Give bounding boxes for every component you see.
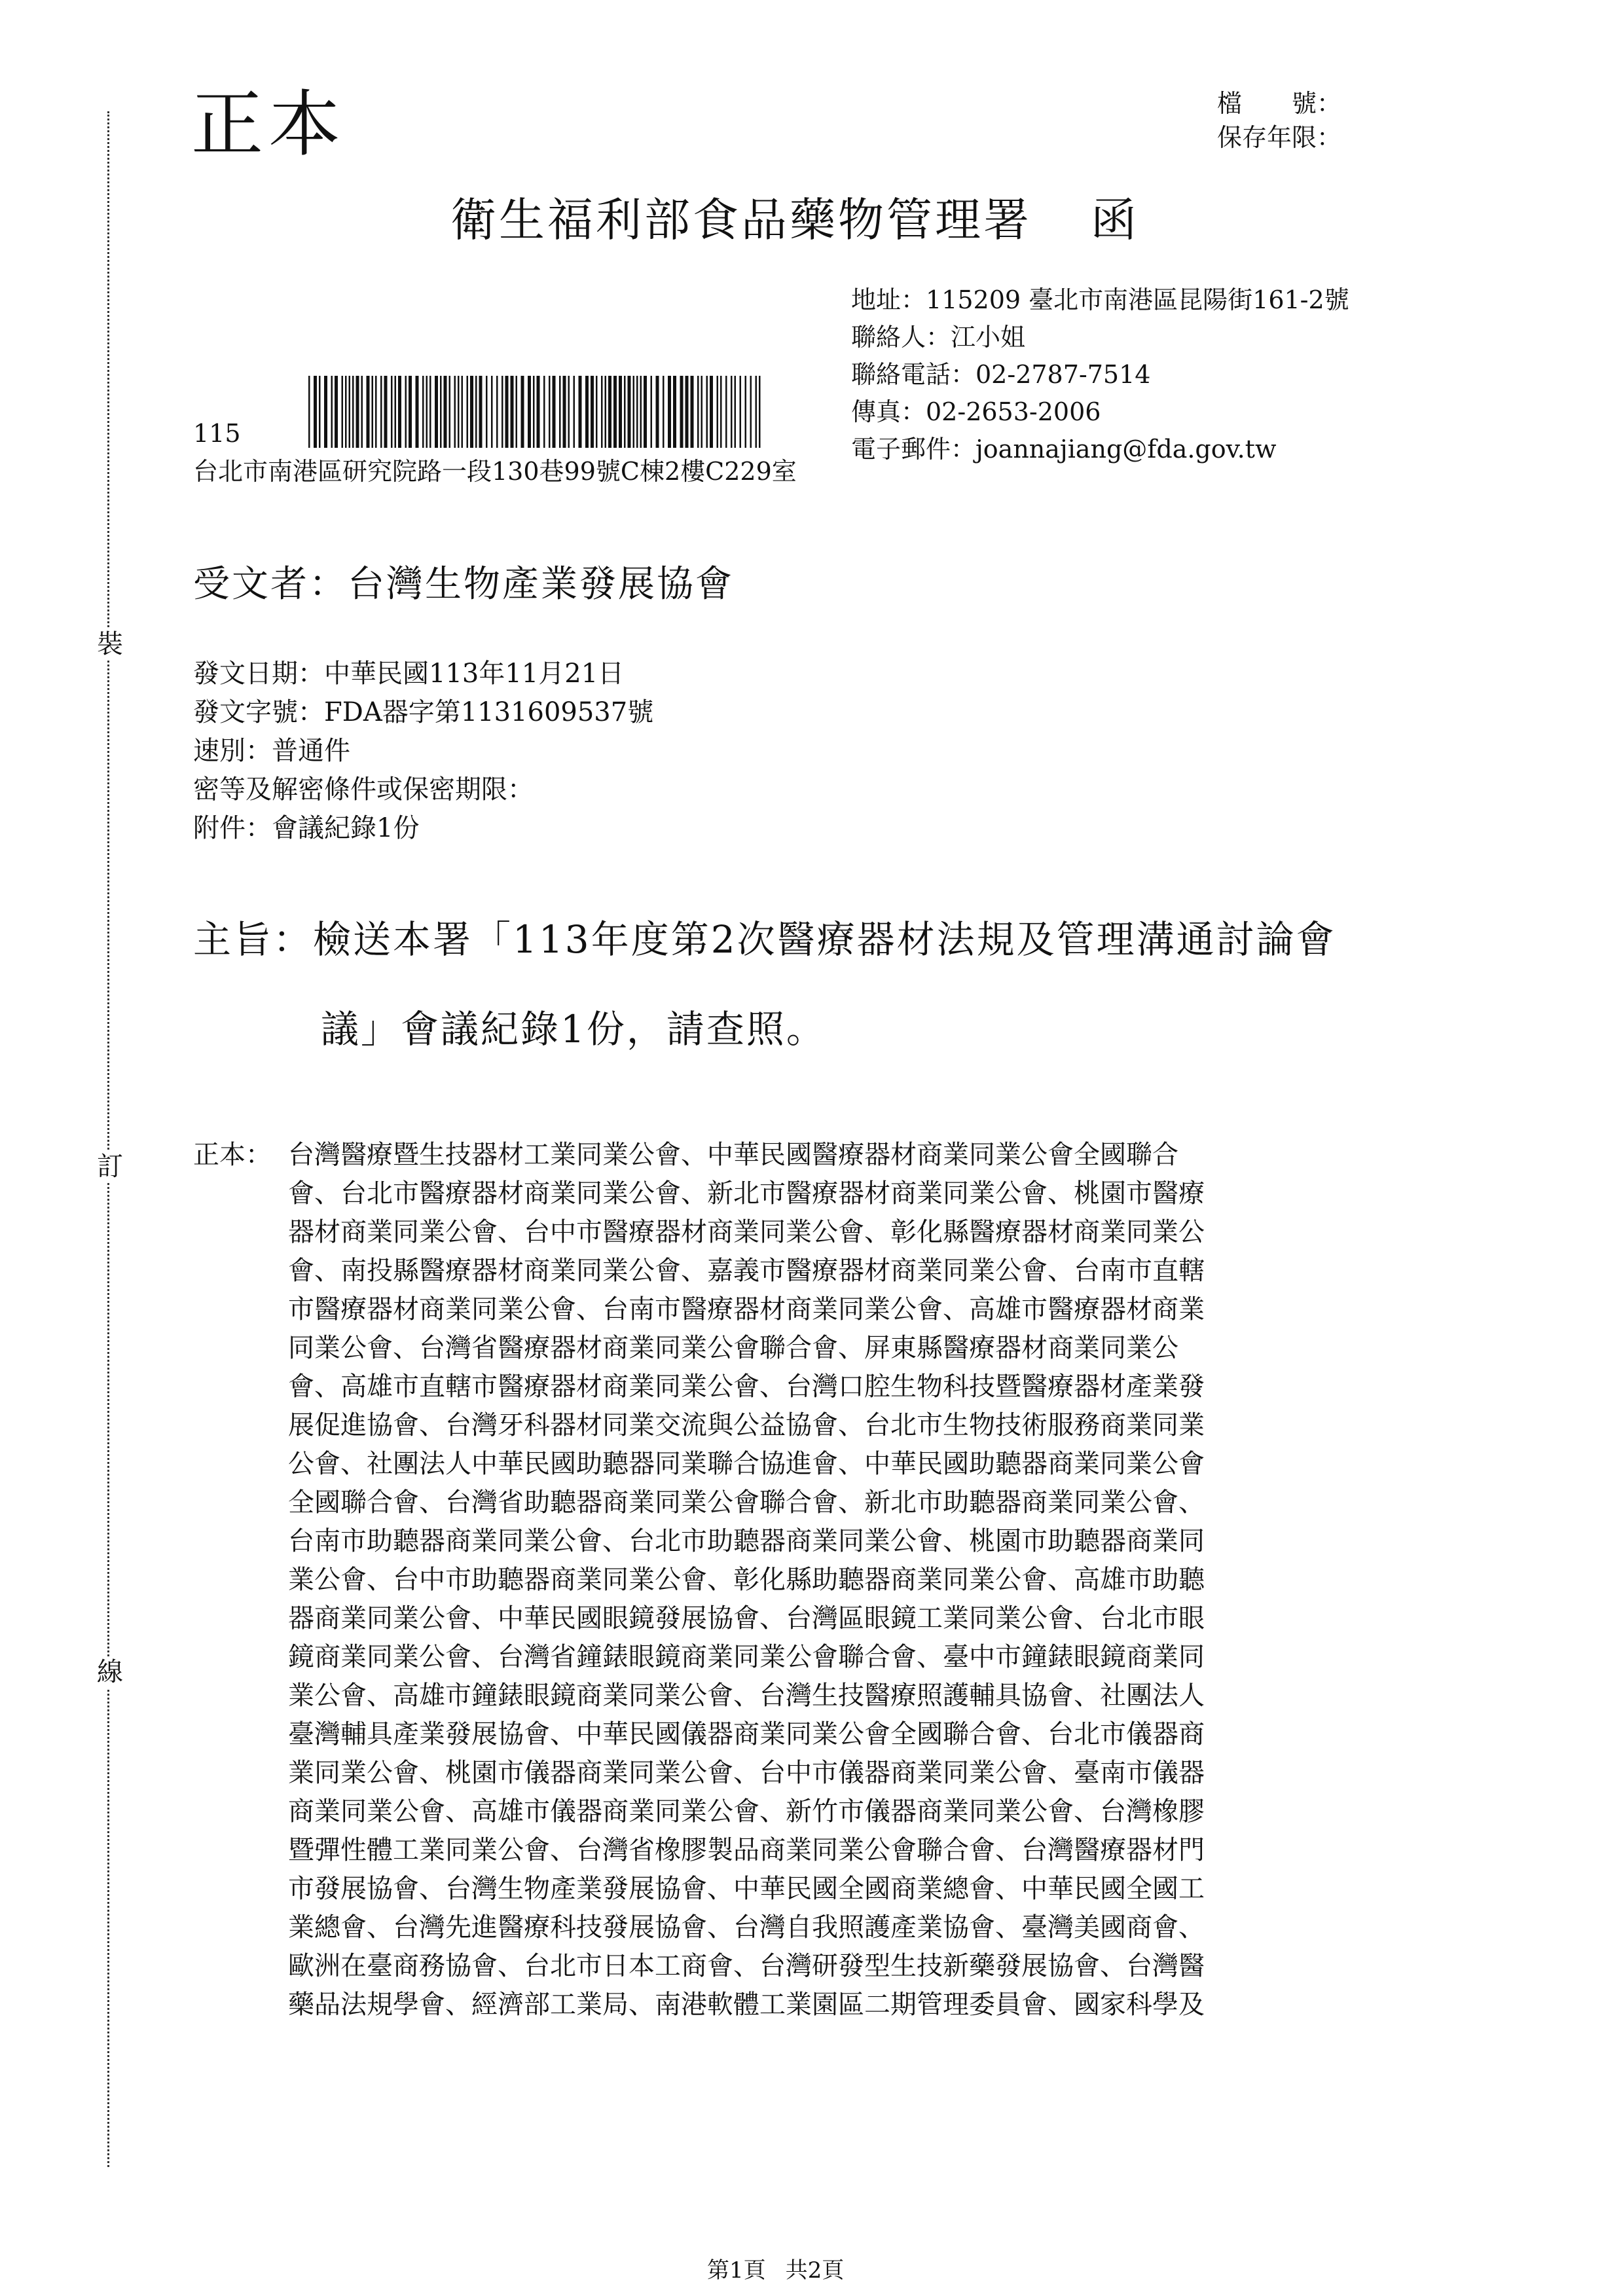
barcode-bar: [470, 376, 473, 448]
barcode-bar: [651, 376, 653, 448]
secrecy-level: 密等及解密條件或保密期限：: [193, 774, 534, 805]
barcode-bar: [640, 376, 642, 448]
copies-list-line: 業公會、高雄市鐘錶眼鏡商業同業公會、台灣生技醫療照護輔具協會、社團法人: [288, 1681, 1205, 1711]
barcode-bar: [745, 376, 747, 448]
contact-person: 聯絡人：江小姐: [851, 323, 1026, 352]
barcode-bar: [405, 376, 407, 448]
copies-list-line: 器材商業同業公會、台中市醫療器材商業同業公會、彰化縣醫療器材商業同業公: [288, 1217, 1205, 1247]
subject-line-2: 議」會議紀錄1份，請查照。: [321, 1007, 826, 1051]
barcode-bar: [759, 376, 761, 448]
contact-email: 電子郵件：joannajiang@fda.gov.tw: [851, 435, 1277, 464]
agency-address: 地址：115209 臺北市南港區昆陽街161-2號: [851, 285, 1349, 314]
barcode-bar: [505, 376, 509, 448]
barcode-bar: [740, 376, 742, 448]
contact-block: [851, 282, 1349, 468]
barcode-bar: [349, 376, 351, 448]
original-copy-stamp: 正本: [191, 82, 346, 166]
copies-list-line: 市醫療器材商業同業公會、台南市醫療器材商業同業公會、高雄市醫療器材商業: [288, 1294, 1205, 1324]
copies-list-line: 臺灣輔具產業發展協會、中華民國儀器商業同業公會全國聯合會、台北市儀器商: [288, 1719, 1205, 1749]
copies-list-line: 公會、社團法人中華民國助聽器同業聯合協進會、中華民國助聽器商業同業公會: [288, 1449, 1205, 1479]
page-total: 共2頁: [785, 2257, 845, 2284]
barcode-bar: [579, 376, 582, 448]
barcode-bar: [335, 376, 338, 448]
barcode-bar: [624, 376, 626, 448]
recipient-address: 台北市南港區研究院路一段130巷99號C棟2樓C229室: [193, 457, 797, 486]
barcode-bar: [731, 376, 733, 448]
barcode-bar: [585, 376, 589, 448]
barcode-bar: [449, 376, 451, 448]
barcode-bar: [591, 376, 594, 448]
copies-list-line: 業公會、台中市助聽器商業同業公會、彰化縣助聽器商業同業公會、高雄市助聽: [288, 1565, 1205, 1595]
barcode-bar: [633, 376, 635, 448]
binding-line: [107, 111, 109, 2167]
barcode-bar: [372, 376, 374, 448]
copies-list-line: 商業同業公會、高雄市儀器商業同業公會、新竹市儀器商業同業公會、台灣橡膠: [288, 1796, 1205, 1827]
barcode-bar: [308, 376, 310, 448]
copies-list-line: 會、南投縣醫療器材商業同業公會、嘉義市醫療器材商業同業公會、台南市直轄: [288, 1256, 1205, 1286]
barcode-bar: [361, 376, 363, 448]
barcode-bar: [479, 376, 483, 448]
retention-label: 保存年限：: [1216, 123, 1341, 152]
attachment: 附件：會議紀錄1份: [193, 813, 420, 843]
copies-list-line: 業總會、台灣先進醫療科技發展協會、台灣自我照護產業協會、臺灣美國商會、: [288, 1912, 1205, 1942]
receiver: 受文者：台灣生物產業發展協會: [193, 563, 734, 606]
barcode-bar: [528, 376, 531, 448]
barcode-bar: [384, 376, 388, 448]
barcode-bar: [673, 376, 676, 448]
barcode-bar: [521, 376, 524, 448]
barcode-bar: [511, 376, 514, 448]
barcode-bar: [636, 376, 638, 448]
doc-type: 函: [1091, 193, 1139, 247]
copies-list-line: 會、高雄市直轄市醫療器材商業同業公會、台灣口腔生物科技暨醫療器材產業發: [288, 1372, 1205, 1402]
copies-list-line: 歐洲在臺商務協會、台北市日本工商會、台灣研發型生技新藥發展協會、台灣醫: [288, 1951, 1205, 1981]
barcode-bar: [352, 376, 354, 448]
copies-list-line: 會、台北市醫療器材商業同業公會、新北市醫療器材商業同業公會、桃園市醫療: [288, 1178, 1205, 1209]
barcode-bar: [491, 376, 493, 448]
binding-mark-zhuang: 裝: [97, 629, 123, 659]
barcode-bar: [516, 376, 518, 448]
barcode-bar: [710, 376, 713, 448]
copies-list: [288, 1136, 1434, 2024]
copies-label: 正本：: [193, 1140, 272, 1170]
barcode-bar: [596, 376, 598, 448]
barcode-bar: [685, 376, 689, 448]
barcode-bar: [663, 376, 665, 448]
barcode-bar: [644, 376, 647, 448]
barcode-bar: [680, 376, 684, 448]
barcode-bar: [553, 376, 556, 448]
barcode-bar: [444, 376, 447, 448]
file-meta: [1217, 86, 1341, 155]
copies-list-line: 市發展協會、台灣生物產業發展協會、中華民國全國商業總會、中華民國全國工: [288, 1874, 1205, 1904]
postal-barcode: [308, 376, 763, 448]
issue-date: 發文日期：中華民國113年11月21日: [193, 659, 625, 689]
barcode-bar: [568, 376, 570, 448]
subject-line-1: 主旨：檢送本署「113年度第2次醫療器材法規及管理溝通討論會: [193, 917, 1336, 962]
binding-mark-xian: 線: [97, 1657, 123, 1687]
barcode-bar: [735, 376, 737, 448]
barcode-bar: [756, 376, 757, 448]
barcode-bar: [426, 376, 428, 448]
barcode-bar: [435, 376, 438, 448]
barcode-bar: [691, 376, 694, 448]
agency-title: [450, 194, 1139, 246]
barcode-bar: [486, 376, 488, 448]
barcode-bar: [496, 376, 498, 448]
barcode-bar: [391, 376, 393, 448]
barcode-bar: [608, 376, 611, 448]
copies-list-line: 全國聯合會、台灣省助聽器商業同業公會聯合會、新北市助聽器商業同業公會、: [288, 1487, 1205, 1518]
barcode-bar: [319, 376, 321, 448]
copies-list-line: 鏡商業同業公會、台灣省鐘錶眼鏡商業同業公會聯合會、臺中市鐘錶眼鏡商業同: [288, 1642, 1205, 1672]
barcode-bar: [619, 376, 622, 448]
copies-list-line: 展促進協會、台灣牙科器材同業交流與公益協會、台北市生物技術服務商業同業: [288, 1410, 1205, 1440]
barcode-bar: [314, 376, 317, 448]
issue-number: 發文字號：FDA器字第1131609537號: [193, 697, 654, 727]
barcode-bar: [380, 376, 382, 448]
barcode-bar: [331, 376, 333, 448]
barcode-bar: [345, 376, 347, 448]
barcode-bar: [750, 376, 752, 448]
copies-list-line: 藥品法規學會、經濟部工業局、南港軟體工業園區二期管理委員會、國家科學及: [288, 1990, 1205, 2020]
page-footer: [707, 2252, 844, 2284]
barcode-bar: [398, 376, 401, 448]
barcode-bar: [706, 376, 708, 448]
speed-class: 速別：普通件: [193, 736, 350, 766]
barcode-bar: [324, 376, 327, 448]
copies-list-line: 業同業公會、桃園市儀器商業同業公會、台中市儀器商業同業公會、臺南市儀器: [288, 1758, 1205, 1788]
barcode-bar: [356, 376, 359, 448]
recipient-postal-code: 115: [193, 419, 241, 448]
barcode-bar: [720, 376, 722, 448]
barcode-bar: [717, 376, 719, 448]
barcode-bar: [416, 376, 419, 448]
barcode-bar: [409, 376, 412, 448]
barcode-bar: [656, 376, 659, 448]
barcode-bar: [533, 376, 535, 448]
barcode-bar: [458, 376, 460, 448]
copies-list-line: 同業公會、台灣省醫療器材商業同業公會聯合會、屏東縣醫療器材商業同業公: [288, 1333, 1178, 1363]
agency-name: 衛生福利部食品藥物管理署: [450, 193, 1032, 247]
barcode-bar: [395, 376, 397, 448]
barcode-bar: [628, 376, 631, 448]
barcode-bar: [601, 376, 603, 448]
barcode-bar: [543, 376, 545, 448]
page-number: 第1頁: [707, 2257, 766, 2284]
barcode-bar: [467, 376, 469, 448]
copies-list-line: 暨彈性體工業同業公會、台灣省橡膠製品商業同業公會聯合會、台灣醫療器材門: [288, 1835, 1205, 1865]
barcode-bar: [367, 376, 370, 448]
copies-list-line: 台南市助聽器商業同業公會、台北市助聽器商業同業公會、桃園市助聽器商業同: [288, 1526, 1205, 1556]
contact-phone: 聯絡電話：02-2787-7514: [851, 360, 1151, 389]
barcode-bar: [559, 376, 561, 448]
barcode-bar: [549, 376, 551, 448]
document-info: [193, 655, 653, 848]
barcode-bar: [501, 376, 503, 448]
barcode-bar: [668, 376, 671, 448]
barcode-bar: [375, 376, 377, 448]
barcode-bar: [422, 376, 424, 448]
barcode-bar: [613, 376, 617, 448]
barcode-bar: [429, 376, 431, 448]
barcode-bar: [605, 376, 607, 448]
barcode-bar: [697, 376, 699, 448]
file-number-label: 檔 號：: [1216, 89, 1341, 118]
barcode-bar: [475, 376, 477, 448]
barcode-bar: [342, 376, 344, 448]
barcode-bar: [454, 376, 456, 448]
contact-fax: 傳真：02-2653-2006: [851, 397, 1101, 426]
barcode-bar: [725, 376, 727, 448]
copies-list-line: 器商業同業公會、中華民國眼鏡發展協會、台灣區眼鏡工業同業公會、台北市眼: [288, 1603, 1205, 1633]
barcode-bar: [701, 376, 703, 448]
barcode-bar: [537, 376, 540, 448]
barcode-bar: [440, 376, 442, 448]
barcode-bar: [462, 376, 464, 448]
binding-mark-ding: 訂: [97, 1152, 123, 1182]
copies-list-line: 台灣醫療暨生技器材工業同業公會、中華民國醫療器材商業同業公會全國聯合: [288, 1140, 1178, 1170]
barcode-bar: [574, 376, 575, 448]
barcode-bar: [563, 376, 566, 448]
